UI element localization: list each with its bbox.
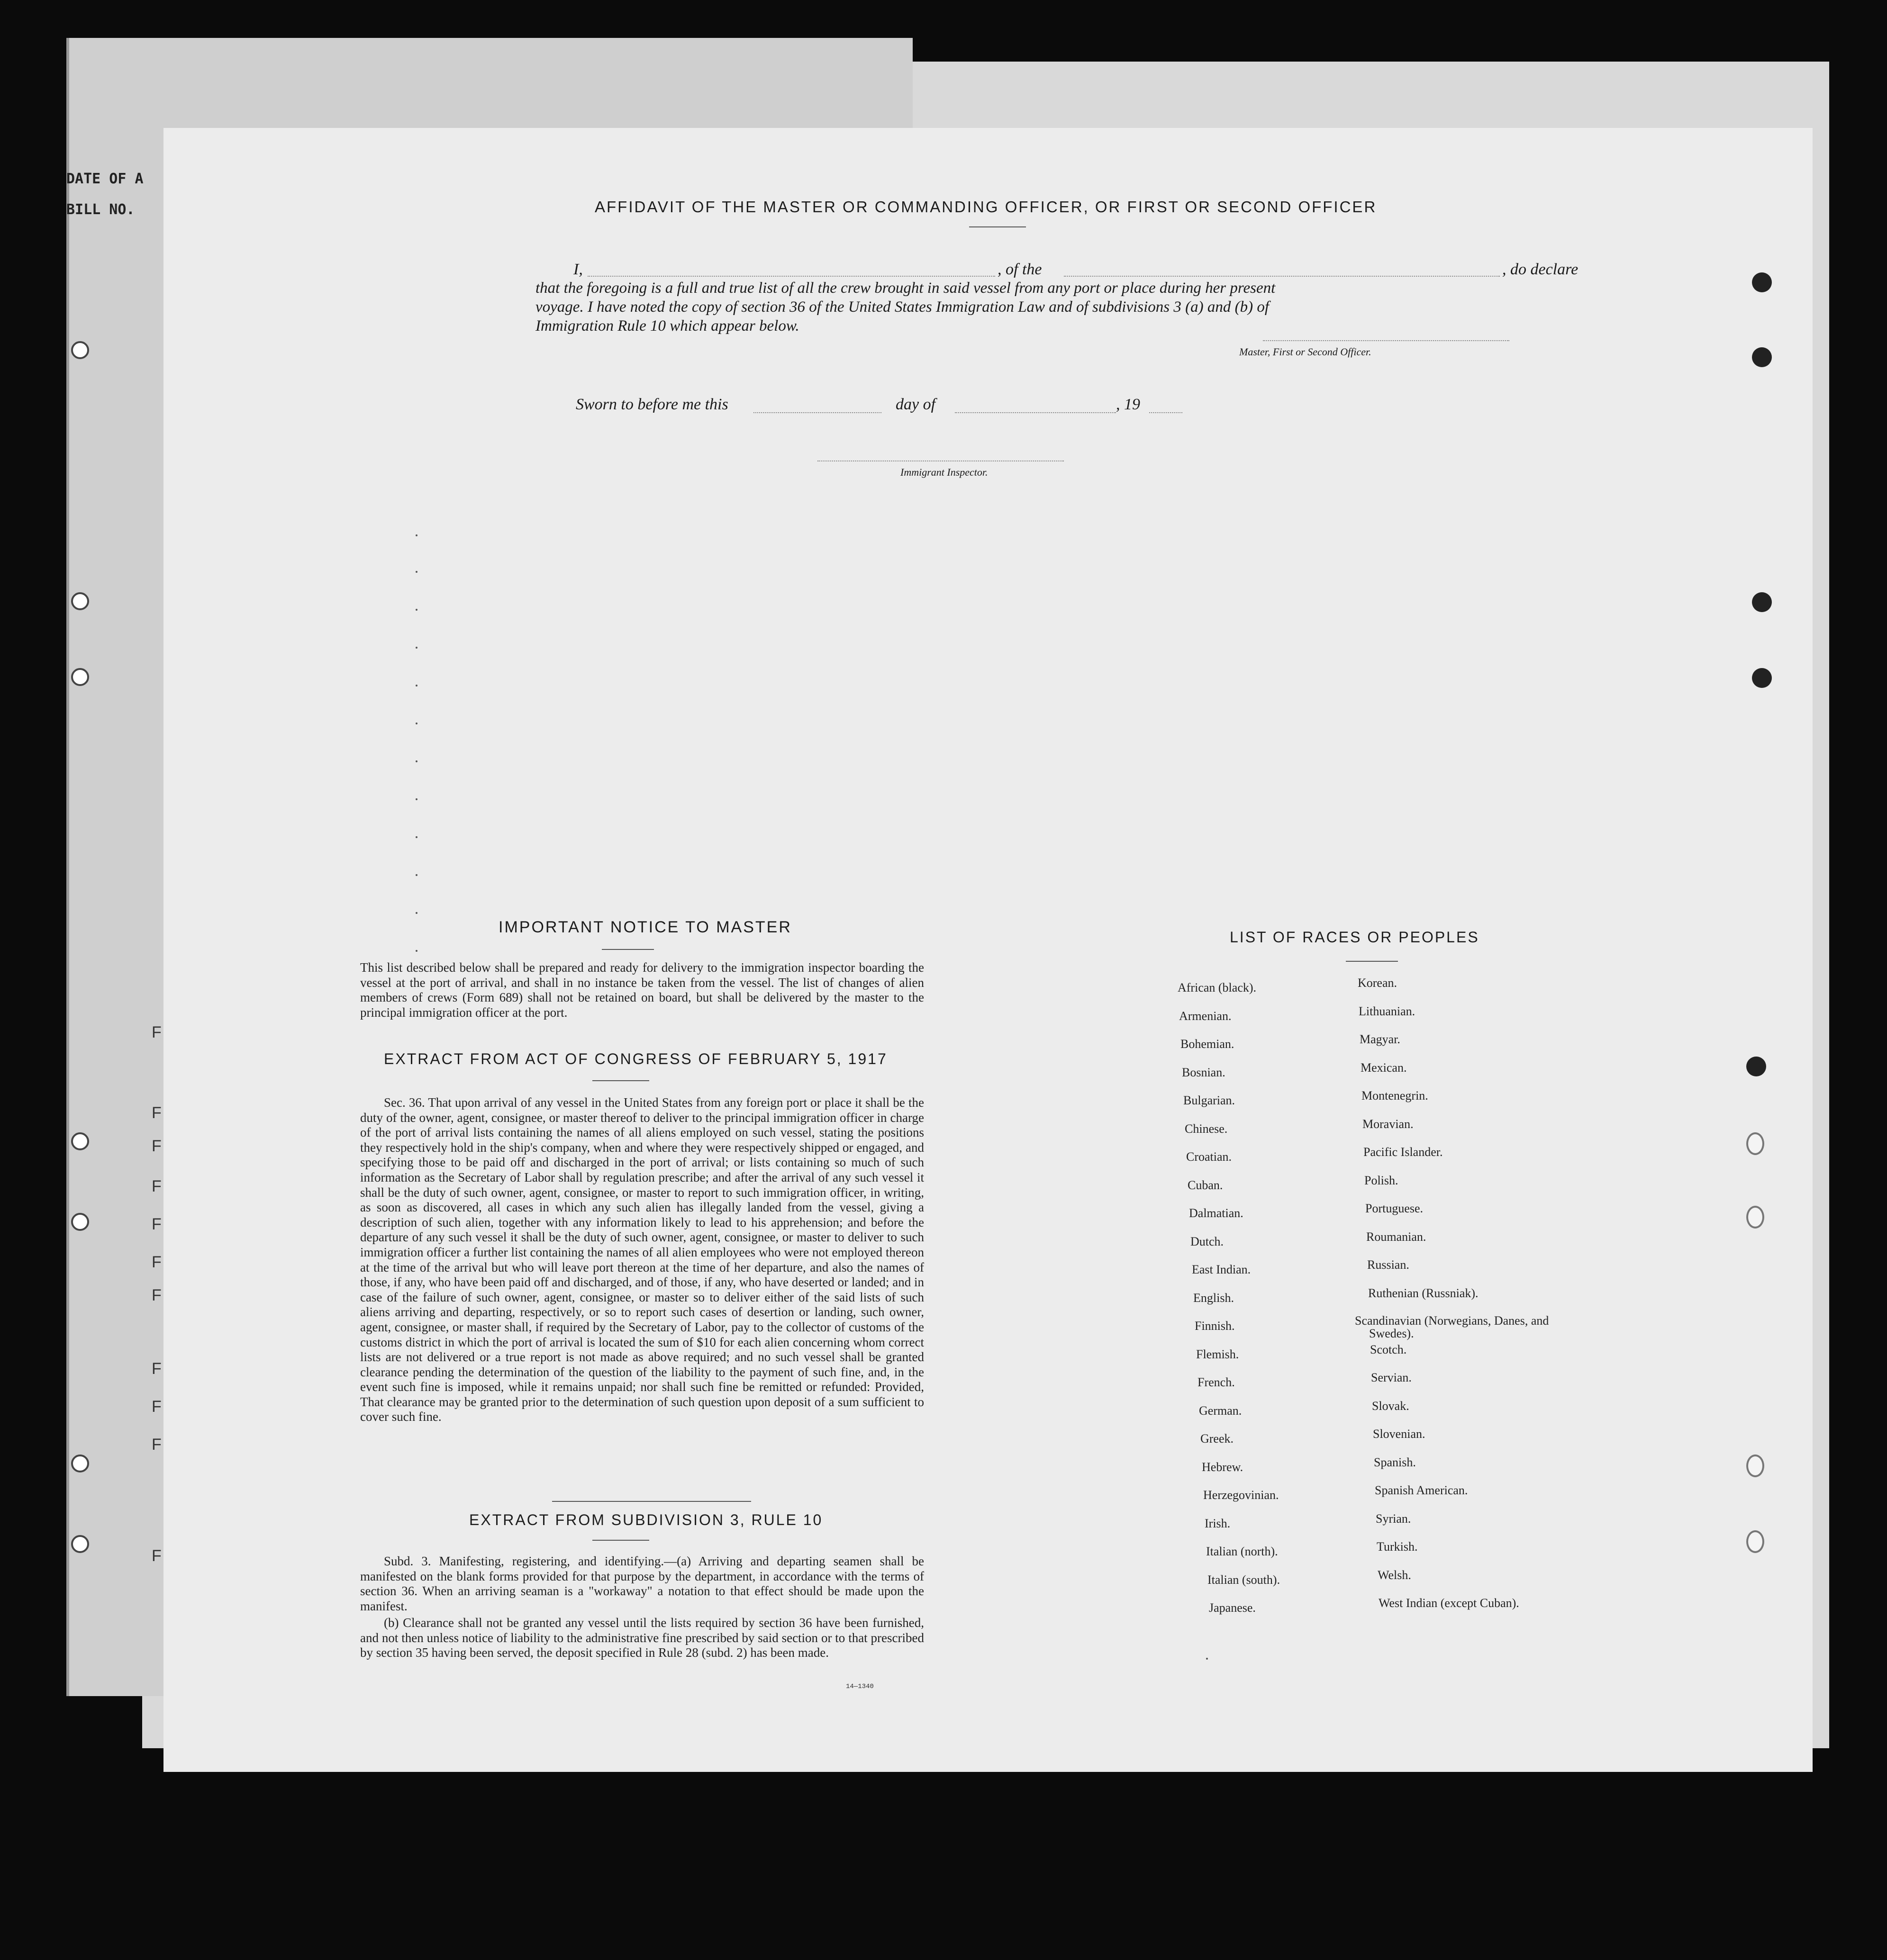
race-item: Roumanian. bbox=[1366, 1229, 1426, 1244]
affidavit-of-the-label: , of the bbox=[998, 261, 1042, 278]
signature-caption: Master, First or Second Officer. bbox=[1239, 346, 1371, 358]
under-sheet-f-mark: F bbox=[152, 1547, 162, 1565]
punch-hole bbox=[1746, 1132, 1764, 1155]
race-item: Dalmatian. bbox=[1189, 1206, 1243, 1220]
form-number: 14—1340 bbox=[846, 1683, 874, 1690]
race-item: Scotch. bbox=[1370, 1342, 1407, 1356]
year-label: , 19 bbox=[1116, 396, 1140, 413]
under-sheet-f-mark: F bbox=[152, 1215, 162, 1233]
race-item: Flemish. bbox=[1196, 1347, 1239, 1361]
race-item: Finnish. bbox=[1195, 1319, 1235, 1333]
race-item: Dutch. bbox=[1190, 1234, 1224, 1248]
race-item: Welsh. bbox=[1378, 1568, 1411, 1582]
race-item: Bosnian. bbox=[1182, 1065, 1225, 1079]
affidavit-line-3: voyage. I have noted the copy of section 36 of the United States Immigration Law and of subdivisions 3 (a) and (b) of bbox=[535, 298, 1270, 316]
extract-rule-title: EXTRACT FROM SUBDIVISION 3, RULE 10 bbox=[469, 1511, 823, 1528]
race-item: Ruthenian (Russniak). bbox=[1368, 1286, 1479, 1300]
race-item: Montenegrin. bbox=[1361, 1089, 1428, 1102]
race-item: Bulgarian. bbox=[1183, 1093, 1235, 1107]
race-item: Polish. bbox=[1364, 1173, 1398, 1187]
race-item: Cuban. bbox=[1188, 1178, 1223, 1192]
divider bbox=[592, 1080, 649, 1081]
race-item: German. bbox=[1199, 1403, 1242, 1418]
punch-hole bbox=[1746, 1530, 1764, 1553]
race-item: Irish. bbox=[1205, 1516, 1231, 1530]
race-item: Servian. bbox=[1371, 1371, 1412, 1384]
punch-hole bbox=[1746, 1454, 1764, 1477]
race-item: Syrian. bbox=[1376, 1511, 1411, 1526]
extract-act-text: Sec. 36. That upon arrival of any vessel in the United States from any foreign port or place it shall be the duty of the owner, agent, consignee, or master thereof to deliver to the principal immigration officer in charge of the port of arrival lists containing the names of all aliens employed on such vessel, stating the positions they respectively hold in the ship's company, when and where they were respectively shipped or engaged, and specifying those to be paid off and discharged in the port of arrival; or lists containing so much of such information as the Secretary of Labor shall by regulation prescribe; and after the arrival of any such vessel it shall be the duty of such owner, agent, consignee, or master to report to such immigration officer, in writing, as soon as discovered, all cases in which any such alien has illegally landed from the vessel, giving a description of such alien, together with any information likely to lead to his apprehension; and before the departure of any such vessel it shall be the duty of such owner, agent, consignee, or master to deliver to such immigration officer a further list containing the names of all alien employees who were not employed thereon at the time of the arrival but who will leave port thereon at the time of her departure, and also the names of those, if any, who have been paid off and discharged, and of those, if any, who have deserted or landed; and in case of the failure of such owner, agent, consignee, or master so to deliver either of the said lists of such aliens arriving and departing, respectively, or so to report such cases of desertion or landing, such owner, agent, consignee, or master shall, if required by the Secretary of Labor, pay to the collector of customs of the customs district in which the port of arrival is located the sum of $10 for each alien concerning whom correct lists are not delivered or a true report is not made as above required; and no such vessel shall be granted clearance pending the determination of the question of the liability to the payment of such fine, and, in the event such fine is imposed, while it remains unpaid; nor shall such fine be remitted or refunded: Provided, That clearance may be granted prior to the determination of such question upon deposit of a sum sufficient to cover such fine. bbox=[360, 1095, 924, 1424]
race-item: Russian. bbox=[1367, 1258, 1409, 1272]
extract-rule-para-b: (b) Clearance shall not be granted any vessel until the lists required by section 36 have been furnished, and not then unless notice of liability to the administrative fine prescribed by said section or to that prescribed by section 35 having been served, the deposit specified in Rule 28 (subd. 2) has been made. bbox=[360, 1616, 924, 1660]
mark bbox=[1206, 1658, 1208, 1660]
mark bbox=[416, 760, 417, 762]
race-item: Pacific Islander. bbox=[1363, 1145, 1443, 1159]
race-item: Spanish. bbox=[1374, 1455, 1416, 1469]
race-item: Hebrew. bbox=[1202, 1460, 1243, 1474]
divider bbox=[1346, 961, 1398, 962]
under-sheet-f-mark: F bbox=[152, 1177, 162, 1195]
binder-hole bbox=[71, 341, 89, 359]
mark bbox=[416, 950, 417, 952]
race-item: West Indian (except Cuban). bbox=[1379, 1596, 1519, 1610]
notice-text: This list described below shall be prepared and ready for delivery to the immigration inspector boarding the vessel at the port of arrival, and shall in no instance be taken from the vessel. The list of changes of alien members of crews (Form 689) shall not be retained on board, but shall be delivered by the master to the principal immigration officer at the port. bbox=[360, 960, 924, 1020]
affidavit-line-2: that the foregoing is a full and true list of all the crew brought in said vessel from any port or place during her present bbox=[535, 280, 1276, 297]
binder-hole bbox=[71, 592, 89, 610]
extract-rule-para-a: Subd. 3. Manifesting, registering, and identifying.—(a) Arriving and departing seamen shall be manifested on the blank forms provided for that purpose by the department, in accordance with the terms of section 36. When an arriving seaman is a "workaway" a notation to that effect should be made upon the manifest. bbox=[360, 1554, 924, 1613]
mark bbox=[416, 609, 417, 611]
under-sheet-f-mark: F bbox=[152, 1253, 162, 1271]
race-item: Greek. bbox=[1200, 1432, 1234, 1445]
punch-hole bbox=[1752, 668, 1772, 688]
binder-hole bbox=[71, 1132, 89, 1150]
mark bbox=[416, 912, 417, 914]
race-item: Lithuanian. bbox=[1359, 1004, 1415, 1018]
day-of-label: day of bbox=[896, 396, 936, 413]
extract-act-title: EXTRACT FROM ACT OF CONGRESS OF FEBRUARY 5, 1917 bbox=[384, 1050, 888, 1067]
under-sheet-f-mark: F bbox=[152, 1436, 162, 1454]
under-sheet-f-mark: F bbox=[152, 1023, 162, 1041]
race-item: Italian (south). bbox=[1207, 1572, 1280, 1587]
binder-hole bbox=[71, 1535, 89, 1553]
punch-hole bbox=[1752, 592, 1772, 612]
race-item: Armenian. bbox=[1179, 1009, 1232, 1023]
signature-field[interactable] bbox=[1263, 340, 1509, 341]
mark bbox=[416, 874, 417, 876]
punch-hole bbox=[1752, 272, 1772, 292]
mark bbox=[416, 647, 417, 649]
race-item: Scandinavian (Norwegians, Danes, and Swedes). bbox=[1355, 1314, 1549, 1340]
sworn-month-field[interactable] bbox=[955, 412, 1116, 413]
binder-hole bbox=[71, 668, 89, 686]
races-title: LIST OF RACES OR PEOPLES bbox=[1230, 929, 1479, 946]
under-sheet-f-mark: F bbox=[152, 1360, 162, 1378]
binder-hole bbox=[71, 1454, 89, 1472]
mark bbox=[416, 798, 417, 800]
affidavit-title: AFFIDAVIT OF THE MASTER OR COMMANDING OFFICER, OR FIRST OR SECOND OFFICER bbox=[595, 198, 1377, 216]
race-item: Chinese. bbox=[1185, 1121, 1228, 1136]
race-item: Herzegovinian. bbox=[1203, 1488, 1279, 1502]
race-item: Moravian. bbox=[1362, 1117, 1414, 1131]
under-sheet-bill-label: BILL NO. bbox=[66, 201, 135, 218]
race-item: Japanese. bbox=[1209, 1601, 1256, 1615]
master-name-field[interactable] bbox=[588, 276, 995, 277]
divider bbox=[552, 1501, 751, 1502]
sworn-label: Sworn to before me this bbox=[576, 396, 728, 413]
under-sheet-f-mark: F bbox=[152, 1137, 162, 1155]
race-item: Bohemian. bbox=[1180, 1037, 1234, 1051]
race-item: French. bbox=[1198, 1375, 1235, 1389]
affidavit-line-4: Immigration Rule 10 which appear below. bbox=[535, 317, 799, 334]
under-sheet-f-mark: F bbox=[152, 1104, 162, 1122]
divider bbox=[592, 1540, 649, 1541]
mark bbox=[416, 685, 417, 686]
mark bbox=[416, 571, 417, 573]
affidavit-i-label: I, bbox=[573, 261, 583, 278]
affidavit-declare-label: , do declare bbox=[1502, 261, 1579, 278]
under-sheet-date-label: DATE OF A bbox=[66, 171, 144, 187]
sworn-year-field[interactable] bbox=[1149, 412, 1182, 413]
punch-hole bbox=[1746, 1206, 1764, 1228]
race-item: Korean. bbox=[1358, 976, 1397, 990]
race-item: Portuguese. bbox=[1365, 1201, 1424, 1215]
race-item: Croatian. bbox=[1186, 1150, 1232, 1164]
binder-hole bbox=[71, 1213, 89, 1231]
under-sheet-f-mark: F bbox=[152, 1398, 162, 1416]
race-item: African (black). bbox=[1178, 981, 1257, 994]
race-item: East Indian. bbox=[1192, 1263, 1251, 1276]
race-item: Spanish American. bbox=[1375, 1483, 1468, 1497]
race-item: Turkish. bbox=[1377, 1540, 1418, 1554]
punch-hole bbox=[1752, 347, 1772, 367]
mark bbox=[416, 534, 417, 536]
sworn-day-field[interactable] bbox=[753, 412, 881, 413]
race-item: Italian (north). bbox=[1206, 1545, 1278, 1558]
race-item: Mexican. bbox=[1361, 1060, 1407, 1075]
race-item: Slovenian. bbox=[1373, 1427, 1425, 1441]
under-sheet-f-mark: F bbox=[152, 1286, 162, 1304]
notice-title: IMPORTANT NOTICE TO MASTER bbox=[499, 918, 792, 936]
punch-hole bbox=[1746, 1057, 1766, 1076]
divider bbox=[602, 949, 654, 950]
inspector-caption: Immigrant Inspector. bbox=[900, 466, 988, 478]
divider bbox=[969, 226, 1026, 227]
mark bbox=[416, 723, 417, 724]
form-page bbox=[163, 128, 1813, 1772]
race-item: Magyar. bbox=[1360, 1032, 1400, 1046]
vessel-name-field[interactable] bbox=[1064, 276, 1500, 277]
race-item: English. bbox=[1193, 1291, 1234, 1305]
mark bbox=[416, 836, 417, 838]
race-item: Slovak. bbox=[1372, 1399, 1409, 1413]
